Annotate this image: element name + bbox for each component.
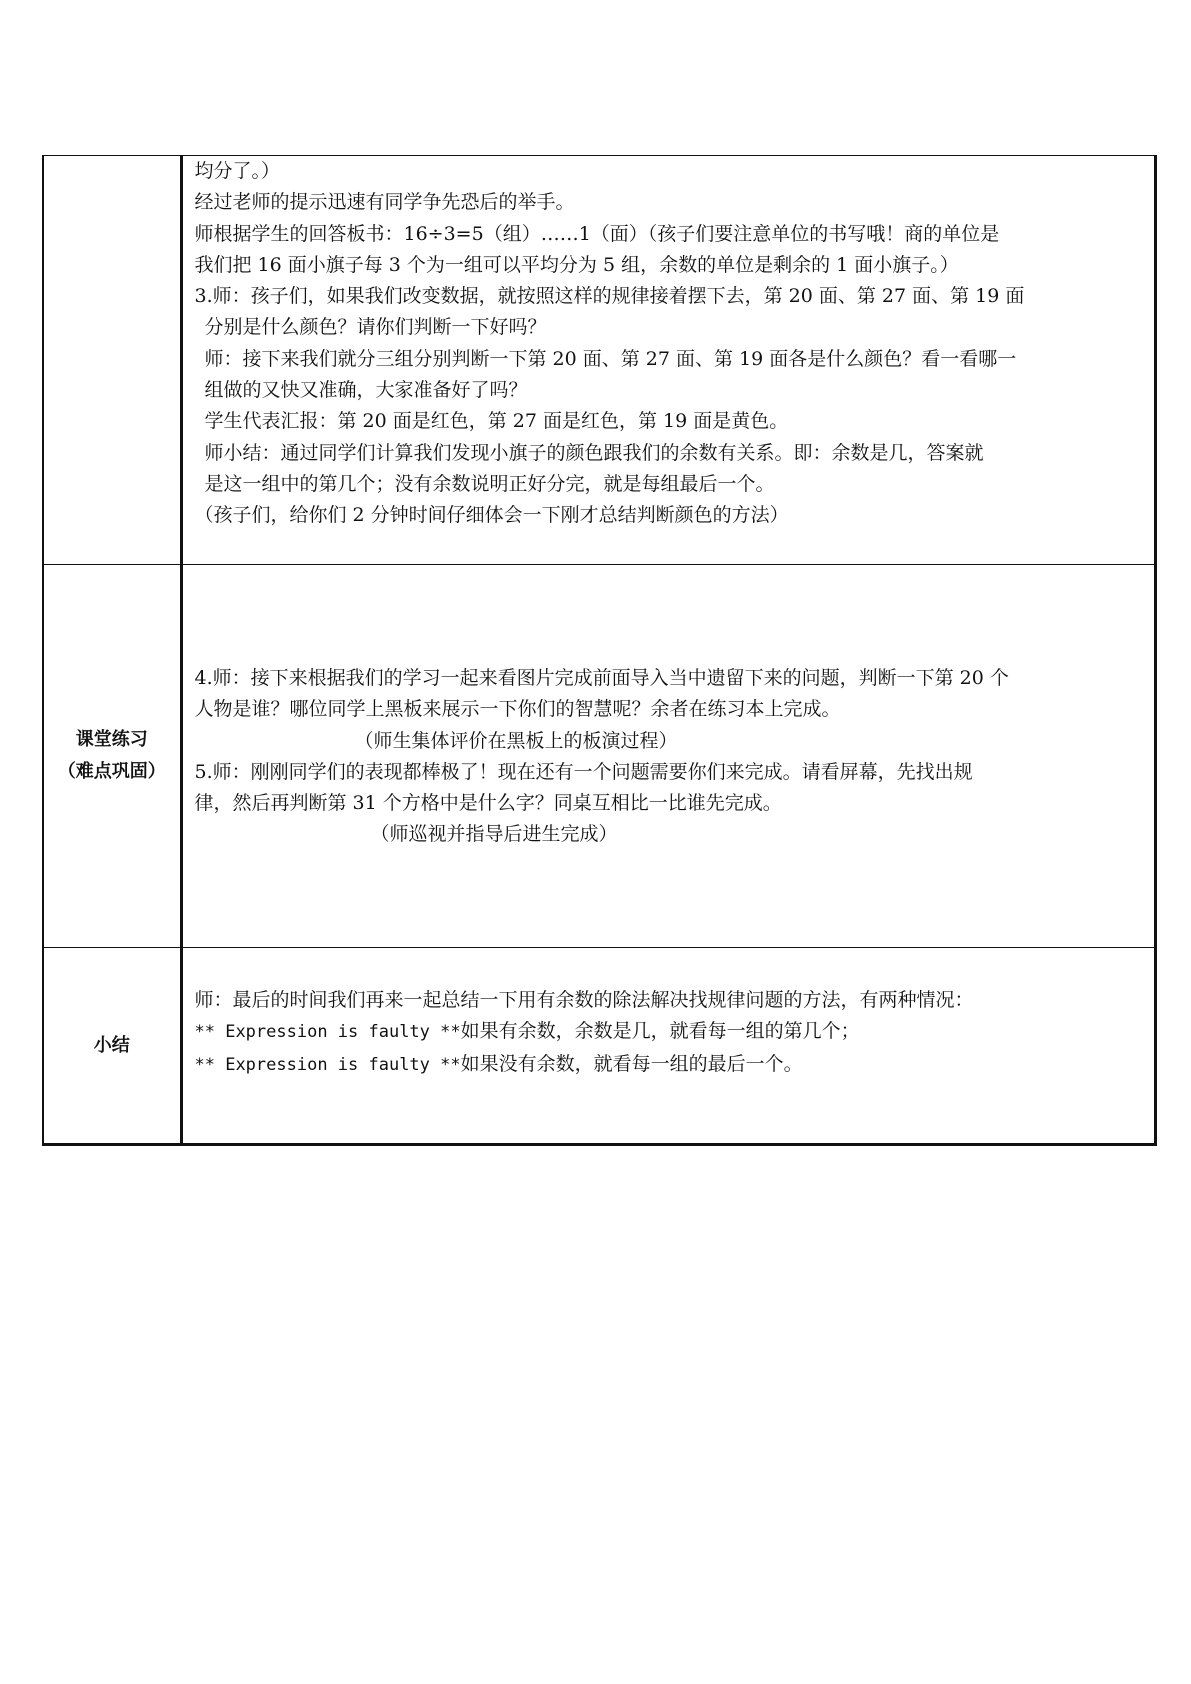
text-line: 人物是谁？哪位同学上黑板来展示一下你们的智慧呢？余者在练习本上完成。 <box>194 698 841 721</box>
text-line: 师小结：通过同学们计算我们发现小旗子的颜色跟我们的余数有关系。即：余数是几，答案就 <box>204 441 984 464</box>
text-line: （孩子们，给你们 2 分钟时间仔细体会一下刚才总结判断颜色的方法） <box>194 504 789 527</box>
text-line: 师：最后的时间我们再来一起总结一下用有余数的除法解决找规律问题的方法，有两种情况： <box>194 989 974 1011</box>
table-row <box>43 948 1155 1145</box>
text-line: 学生代表汇报：第 20 面是红色，第 27 面是红色，第 19 面是黄色。 <box>204 410 789 433</box>
text-span: 如果有余数，余数是几，就看每一组的第几个； <box>460 1020 860 1043</box>
text-line: 均分了。） <box>194 160 281 182</box>
table-row <box>43 565 1155 948</box>
expression-error: ** Expression is faulty ** <box>194 1054 461 1075</box>
text-line: 3.师：孩子们，如果我们改变数据，就按照这样的规律接着摆下去，第 20 面、第 27 面、第 19 面 <box>194 285 1025 308</box>
text-line: （师巡视并指导后进生完成） <box>370 823 618 846</box>
text-span: 如果没有余数，就看每一组的最后一个。 <box>460 1052 803 1075</box>
row-content <box>181 156 1155 565</box>
text-line: （师生集体评价在黑板上的板演过程） <box>354 729 678 752</box>
text-line: 是这一组中的第几个；没有余数说明正好分完，就是每组最后一个。 <box>204 472 775 495</box>
lesson-plan-table <box>42 155 1157 1146</box>
row-content <box>181 948 1155 1145</box>
text-line: 5.师：刚刚同学们的表现都棒极了！现在还有一个问题需要你们来完成。请看屏幕，先找出规 <box>194 760 973 783</box>
row-label-empty <box>43 156 181 565</box>
text-line: 我们把 16 面小旗子每 3 个为一组可以平均分为 5 组，余数的单位是剩余的 1 面小旗子。） <box>194 253 959 276</box>
text-line: 师：接下来我们就分三组分别判断一下第 20 面、第 27 面、第 19 面各是什么颜色？看一看哪一 <box>204 347 1017 370</box>
expression-error: ** Expression is faulty ** <box>194 1022 461 1043</box>
row-label <box>43 948 181 1145</box>
text-line: 组做的又快又准确，大家准备好了吗？ <box>204 379 528 402</box>
row-label <box>43 565 181 948</box>
row-label-line: （难点巩固） <box>57 761 166 782</box>
text-line: 经过老师的提示迅速有同学争先恐后的举手。 <box>194 191 575 214</box>
text-line: 分别是什么颜色？请你们判断一下好吗？ <box>204 316 547 339</box>
row-content <box>181 565 1155 948</box>
table-row <box>43 156 1155 565</box>
text-line <box>195 1016 1146 1048</box>
row-label-line: 小结 <box>93 1034 130 1056</box>
text-line: 师根据学生的回答板书：16÷3=5（组）……1（面）（孩子们要注意单位的书写哦！商的单位是 <box>194 222 1000 245</box>
text-line: 4.师：接下来根据我们的学习一起来看图片完成前面导入当中遗留下来的问题，判断一下第 20 个 <box>194 667 1009 689</box>
text-line <box>195 1049 1146 1081</box>
row-label-line: 课堂练习 <box>75 729 148 750</box>
text-line: 律，然后再判断第 31 个方格中是什么字？同桌互相比一比谁先完成。 <box>194 792 782 815</box>
